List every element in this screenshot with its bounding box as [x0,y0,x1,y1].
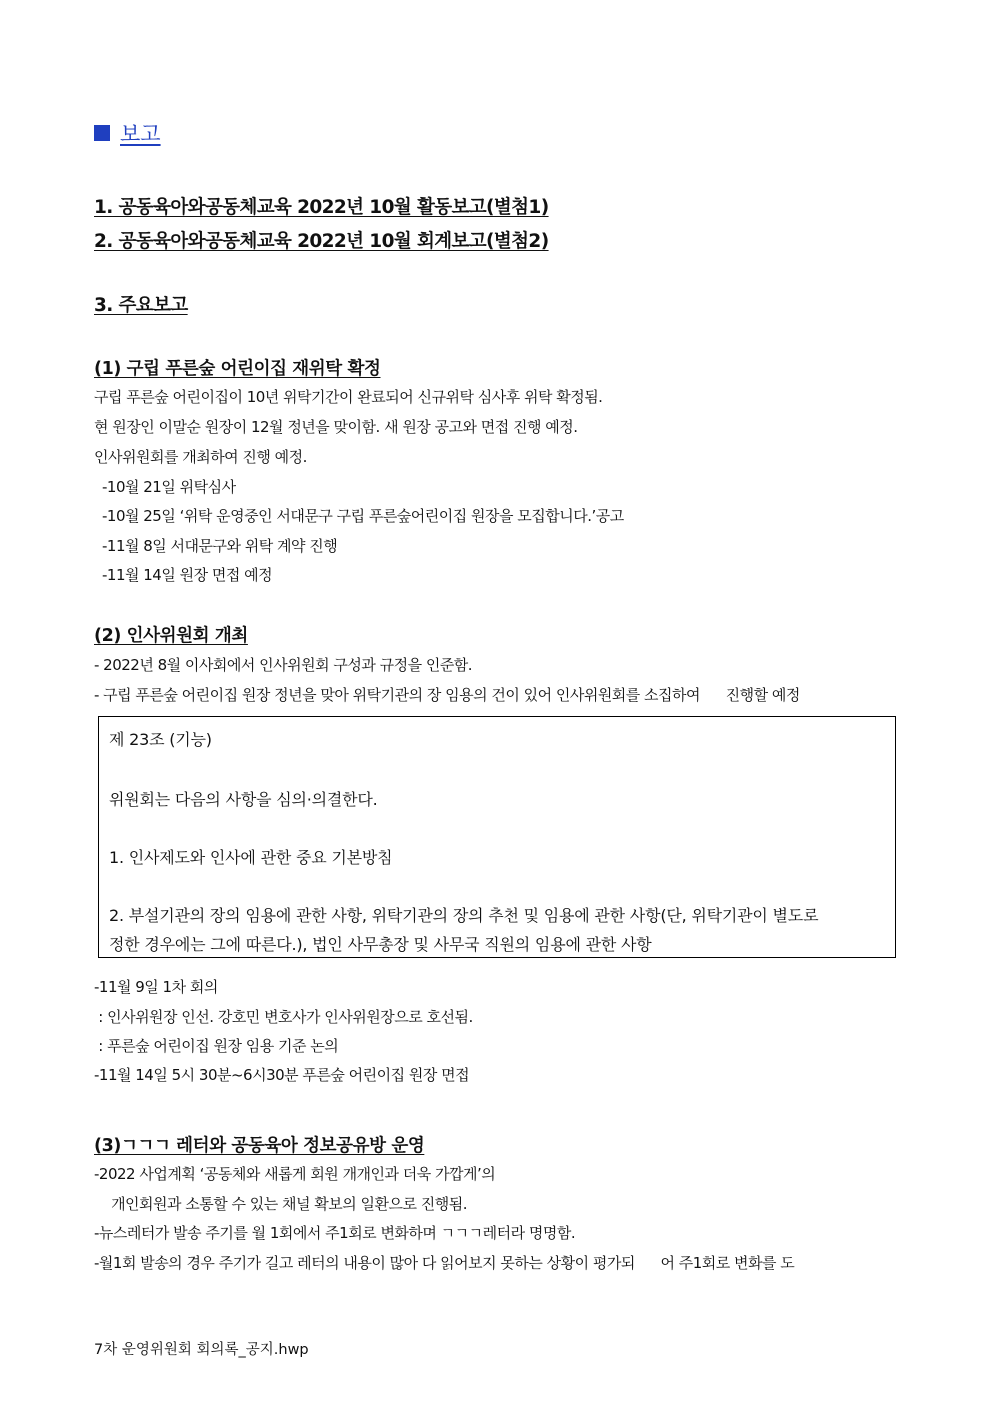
item2-after-line: : 인사위원장 인선. 강호민 변호사가 인사위원장으로 호선됨. [94,1008,473,1026]
item2-line: - 2022년 8월 이사회에서 인사위원회 구성과 규정을 인준함. [94,656,473,674]
item1-title: (1) 구립 푸른숲 어린이집 재위탁 확정 [94,359,381,379]
item1-line: 현 원장인 이말순 원장이 12월 정년을 맞이함. 새 원장 공고와 면접 진행 예정. [94,418,578,436]
item3-line: -2022 사업계획 ‘공동체와 새롭게 회원 개개인과 더욱 가깝게’의 [94,1165,496,1183]
item2-after-line: -11월 14일 5시 30분~6시30분 푸른숲 어린이집 원장 면접 [94,1066,470,1084]
section-heading [94,118,161,148]
item3-line: 개인회원과 소통할 수 있는 채널 확보의 일환으로 진행됨. [94,1195,467,1213]
footer-filename: 7차 운영위원회 회의록_공지.hwp [94,1342,309,1358]
regulation-article: 제 23조 (기능) [109,730,212,749]
item1-line: -11월 8일 서대문구와 위탁 계약 진행 [102,537,338,555]
item2-after-line: -11월 9일 1차 회의 [94,978,218,996]
item2-title: (2) 인사위원회 개최 [94,626,248,646]
item1-line: 구립 푸른숲 어린이집이 10년 위탁기간이 완료되어 신규위탁 심사후 위탁 확정됨. [94,388,603,406]
section-heading-label: 보고 [120,122,161,146]
regulation-clause: 2. 부설기관의 장의 임용에 관한 사항, 위탁기관의 장의 추천 및 임용에 관한 사항(단, 위탁기관이 별도로 [109,906,819,925]
main-report-title: 3. 주요보고 [94,295,188,316]
item3-line: -월1회 발송의 경우 주기가 길고 레터의 내용이 많아 다 읽어보지 못하는 상황이 평가되 어 주1회로 변화를 도 [94,1254,795,1272]
square-bullet-icon [94,125,110,141]
item3-line: -뉴스레터가 발송 주기를 월 1회에서 주1회로 변화하며 ㄱㄱㄱ레터라 명명함. [94,1224,576,1242]
item1-line: -11월 14일 원장 면접 예정 [102,566,273,584]
item1-line: 인사위원회를 개최하여 진행 예정. [94,448,307,466]
item1-line: -10월 25일 ‘위탁 운영중인 서대문구 구립 푸른숲어린이집 원장을 모집합니다.’공고 [102,507,624,525]
item2-after-line: : 푸른숲 어린이집 원장 임용 기준 논의 [94,1037,339,1055]
report-activity-link: 1. 공동육아와공동체교육 2022년 10월 활동보고(별첨1) [94,197,549,218]
report-accounting-link: 2. 공동육아와공동체교육 2022년 10월 회계보고(별첨2) [94,231,549,252]
item3-title: (3)ㄱㄱㄱ 레터와 공동육아 정보공유방 운영 [94,1136,425,1156]
item2-line: - 구립 푸른숲 어린이집 원장 정년을 맞아 위탁기관의 장 임용의 건이 있어 인사위원회를 소집하여 진행할 예정 [94,686,800,704]
regulation-clause: 1. 인사제도와 인사에 관한 중요 기본방침 [109,848,393,867]
item1-line: -10월 21일 위탁심사 [102,478,236,496]
regulation-box [98,716,896,958]
regulation-clause: 정한 경우에는 그에 따른다.), 법인 사무총장 및 사무국 직원의 임용에 관한 사항 [109,935,652,954]
regulation-intro: 위원회는 다음의 사항을 심의·의결한다. [109,790,378,809]
